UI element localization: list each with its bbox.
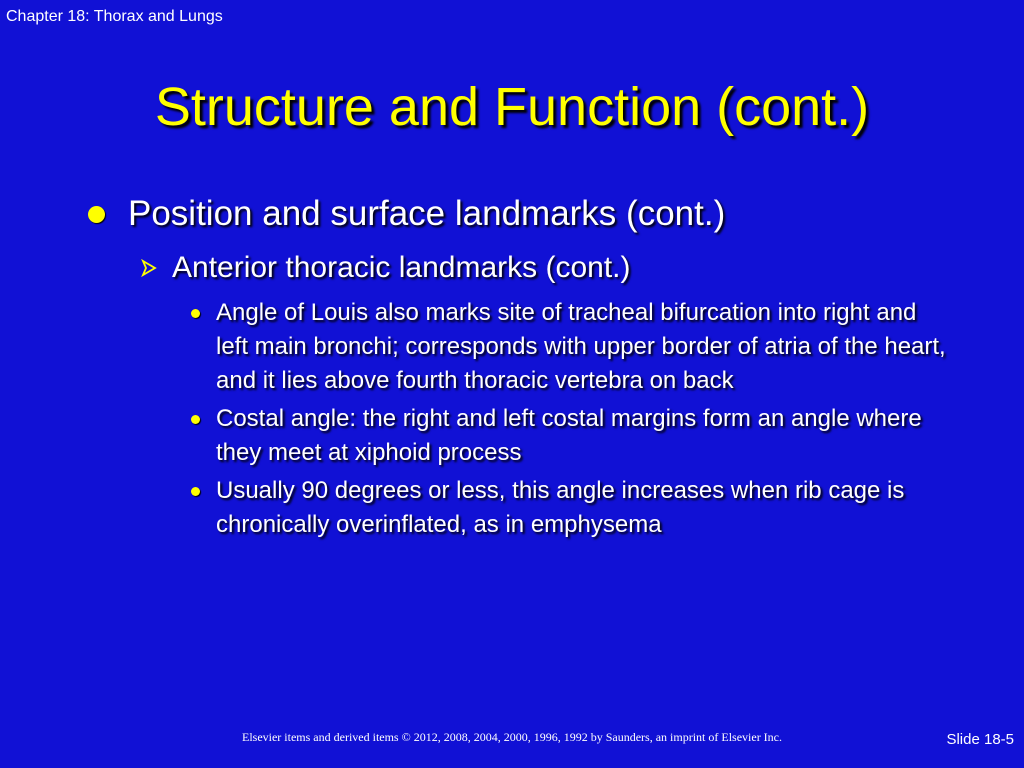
arrow-bullet-icon xyxy=(140,259,158,277)
slide-number: Slide 18-5 xyxy=(946,731,1014,748)
bullet-level3-text: Angle of Louis also marks site of tracheal bifurcation into right and left main bronchi; corresponds with upper border of atria of the heart, and it lies above fourth thoracic vertebra on back xyxy=(216,299,946,394)
bullet-level3 xyxy=(188,402,948,470)
bullet-level1-text: Position and surface landmarks (cont.) xyxy=(128,194,726,233)
bullet-level3-text: Costal angle: the right and left costal margins form an angle where they meet at xiphoid process xyxy=(216,405,922,466)
bullet-level2-text: Anterior thoracic landmarks (cont.) xyxy=(172,251,631,284)
bullet-level3 xyxy=(188,296,948,398)
round-bullet-icon xyxy=(88,206,105,223)
chapter-label: Chapter 18: Thorax and Lungs xyxy=(6,8,223,25)
copyright-footer: Elsevier items and derived items © 2012, 2008, 2004, 2000, 1996, 1992 by Saunders, an imprint of Elsevier Inc. xyxy=(241,730,783,744)
slide-title: Structure and Function (cont.) xyxy=(154,77,870,137)
bullet-level3-text: Usually 90 degrees or less, this angle increases when rib cage is chronically overinflated, as in emphysema xyxy=(216,477,905,538)
bullet-level3-list xyxy=(188,296,948,546)
dot-bullet-icon xyxy=(191,487,200,496)
dot-bullet-icon xyxy=(191,309,200,318)
dot-bullet-icon xyxy=(191,415,200,424)
bullet-level3 xyxy=(188,474,948,542)
